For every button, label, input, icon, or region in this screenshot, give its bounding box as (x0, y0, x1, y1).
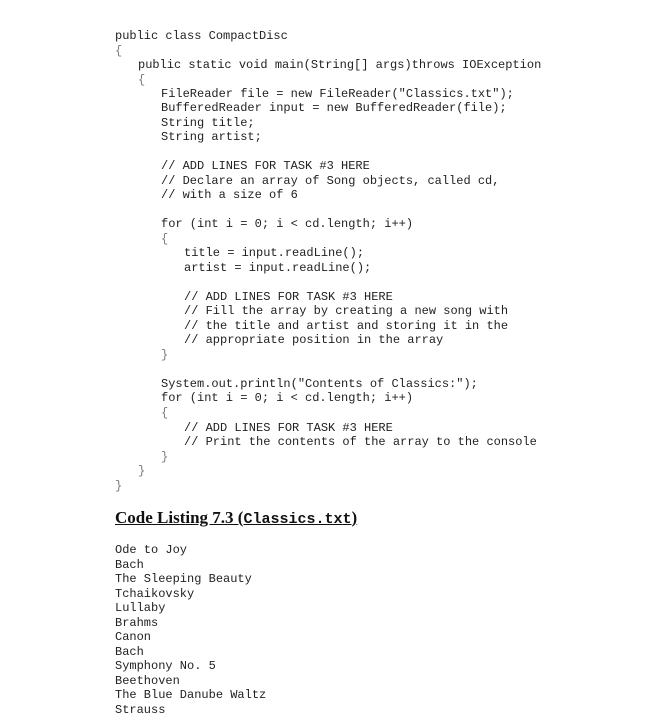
code-line: } (115, 479, 123, 493)
code-line: BufferedReader input = new BufferedReader(file); (161, 101, 507, 115)
code-comment: // Declare an array of Song objects, called cd, (161, 174, 500, 188)
file-line: The Blue Danube Waltz (115, 688, 267, 702)
code-line: { (115, 44, 123, 58)
file-line: Canon (115, 630, 152, 644)
heading-prefix: Code Listing 7.3 ( (115, 508, 244, 527)
code-line: artist = input.readLine(); (184, 261, 372, 275)
code-comment: // the title and artist and storing it in the (184, 319, 509, 333)
code-comment: // ADD LINES FOR TASK #3 HERE (184, 290, 393, 304)
file-line: Beethoven (115, 674, 180, 688)
code-line: { (138, 73, 146, 87)
heading-filename: Classics.txt (243, 511, 352, 528)
code-line: } (161, 450, 169, 464)
code-line: String title; (161, 116, 255, 130)
file-line: Bach (115, 558, 144, 572)
code-line: } (138, 464, 146, 478)
code-line: FileReader file = new FileReader("Classics.txt"); (161, 87, 514, 101)
code-line: } (161, 348, 169, 362)
code-line: { (161, 232, 169, 246)
code-comment: // Print the contents of the array to the console (184, 435, 537, 449)
file-line: Lullaby (115, 601, 166, 615)
code-line: title = input.readLine(); (184, 246, 365, 260)
code-comment: // ADD LINES FOR TASK #3 HERE (161, 159, 370, 173)
file-line: Bach (115, 645, 144, 659)
file-line: Tchaikovsky (115, 587, 195, 601)
file-line: Symphony No. 5 (115, 659, 216, 673)
code-comment: // ADD LINES FOR TASK #3 HERE (184, 421, 393, 435)
listing-heading (115, 508, 357, 528)
code-line: public static void main(String[] args)throws IOException (138, 58, 542, 72)
code-comment: // appropriate position in the array (184, 333, 444, 347)
code-line: public class CompactDisc (115, 29, 288, 43)
code-comment: // with a size of 6 (161, 188, 298, 202)
file-line: The Sleeping Beauty (115, 572, 252, 586)
code-line: for (int i = 0; i < cd.length; i++) (161, 391, 414, 405)
file-line: Ode to Joy (115, 543, 188, 557)
code-comment: // Fill the array by creating a new song with (184, 304, 509, 318)
file-line: Strauss (115, 703, 166, 717)
heading-suffix: ) (351, 508, 358, 527)
code-line: String artist; (161, 130, 262, 144)
code-line: System.out.println("Contents of Classics:"); (161, 377, 478, 391)
code-line: { (161, 406, 169, 420)
file-line: Brahms (115, 616, 159, 630)
code-line: for (int i = 0; i < cd.length; i++) (161, 217, 414, 231)
